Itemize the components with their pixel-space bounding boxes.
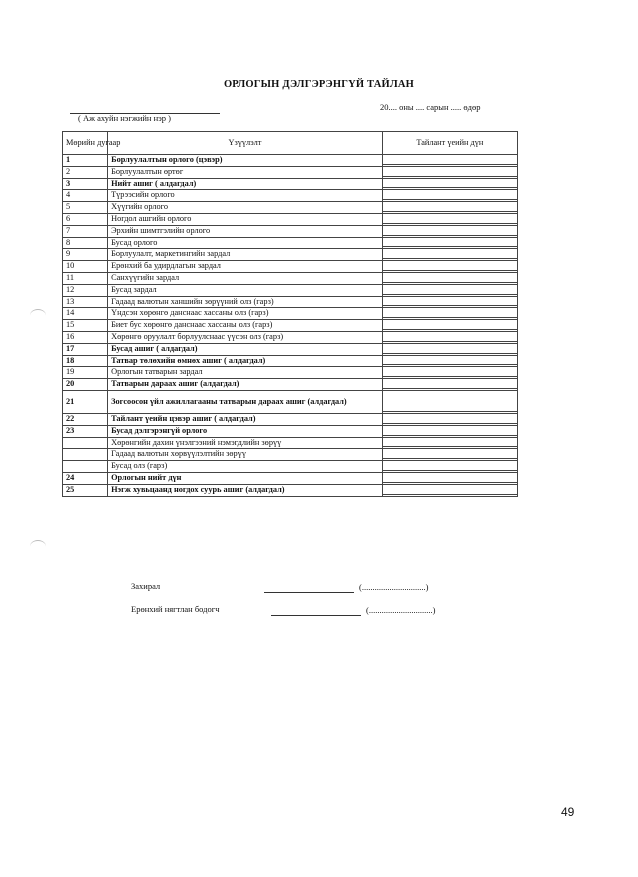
row-number: 25 xyxy=(63,484,108,496)
table-row xyxy=(63,261,518,273)
row-number: 7 xyxy=(63,225,108,237)
table-row xyxy=(63,249,518,261)
row-indicator: Борлуулалтын өртөг xyxy=(108,166,383,178)
amount-underline xyxy=(383,411,517,412)
row-number: 16 xyxy=(63,331,108,343)
table-row xyxy=(63,413,518,425)
row-number: 17 xyxy=(63,343,108,355)
table-row xyxy=(63,425,518,437)
row-amount-cell[interactable] xyxy=(382,272,517,284)
row-number xyxy=(63,461,108,473)
row-indicator: Татварын дараах ашиг (алдагдал) xyxy=(108,379,383,391)
row-number: 1 xyxy=(63,155,108,167)
date-line: 20.... оны .... сарын ..... өдөр xyxy=(380,102,481,112)
amount-underline xyxy=(383,305,517,306)
row-amount-cell[interactable] xyxy=(382,355,517,367)
row-number: 18 xyxy=(63,355,108,367)
row-indicator: Нэгж хувьцаанд ногдох суурь ашиг (алдагдал) xyxy=(108,484,383,496)
table-row xyxy=(63,213,518,225)
row-indicator: Борлуулалтын орлого (цэвэр) xyxy=(108,155,383,167)
amount-underline xyxy=(383,494,517,495)
table-row xyxy=(63,355,518,367)
row-indicator: Биет бус хөрөнгө данснаас хассаны олз (гарз) xyxy=(108,320,383,332)
org-caption: ( Аж ахуйн нэгжийн нэр ) xyxy=(78,113,171,123)
row-indicator: Гадаад валютын хөрвүүлэлтийн зөрүү xyxy=(108,449,383,461)
row-number: 19 xyxy=(63,367,108,379)
row-indicator: Борлуулалт, маркетингийн зардал xyxy=(108,249,383,261)
table-row xyxy=(63,155,518,167)
amount-underline xyxy=(383,317,517,318)
row-number xyxy=(63,449,108,461)
row-amount-cell[interactable] xyxy=(382,379,517,391)
amount-underline xyxy=(383,235,517,236)
table-row xyxy=(63,178,518,190)
row-number: 2 xyxy=(63,166,108,178)
table-row xyxy=(63,166,518,178)
table-row xyxy=(63,343,518,355)
row-indicator: Бусад дэлгэрэнгүй орлого xyxy=(108,425,383,437)
row-amount-cell[interactable] xyxy=(382,461,517,473)
row-number: 5 xyxy=(63,202,108,214)
amount-underline xyxy=(383,187,517,188)
row-amount-cell[interactable] xyxy=(382,225,517,237)
row-number: 10 xyxy=(63,261,108,273)
row-amount-cell[interactable] xyxy=(382,178,517,190)
income-report-table xyxy=(62,131,518,497)
signature-accountant-name: (..............................) xyxy=(366,605,436,615)
amount-underline xyxy=(383,199,517,200)
amount-underline xyxy=(383,294,517,295)
row-indicator: Тайлант үеийн цэвэр ашиг ( алдагдал) xyxy=(108,413,383,425)
signature-director-name: (..............................) xyxy=(359,582,429,592)
table-row xyxy=(63,202,518,214)
row-amount-cell[interactable] xyxy=(382,166,517,178)
signature-director-label: Захирал xyxy=(131,581,161,591)
row-number: 4 xyxy=(63,190,108,202)
row-number: 24 xyxy=(63,472,108,484)
row-indicator: Нийт ашиг ( алдагдал) xyxy=(108,178,383,190)
row-indicator: Ерөнхий ба удирдлагын зардал xyxy=(108,261,383,273)
amount-underline xyxy=(383,282,517,283)
row-number: 15 xyxy=(63,320,108,332)
row-indicator: Орлогын татварын зардал xyxy=(108,367,383,379)
row-indicator: Санхүүгийн зардал xyxy=(108,272,383,284)
table-row xyxy=(63,379,518,391)
amount-underline xyxy=(383,446,517,447)
row-number: 14 xyxy=(63,308,108,320)
row-amount-cell[interactable] xyxy=(382,437,517,449)
amount-underline xyxy=(383,270,517,271)
table-row xyxy=(63,367,518,379)
row-amount-cell[interactable] xyxy=(382,237,517,249)
row-indicator: Зогсоосон үйл ажиллагааны татварын дараах ашиг (алдагдал) xyxy=(108,390,383,413)
row-amount-cell[interactable] xyxy=(382,261,517,273)
amount-underline xyxy=(383,470,517,471)
row-number: 12 xyxy=(63,284,108,296)
amount-underline xyxy=(383,353,517,354)
row-indicator: Бусад зардал xyxy=(108,284,383,296)
row-amount-cell[interactable] xyxy=(382,331,517,343)
amount-underline xyxy=(383,364,517,365)
table-row xyxy=(63,437,518,449)
signature-accountant-line xyxy=(271,615,361,616)
row-amount-cell[interactable] xyxy=(382,249,517,261)
header-period-amount: Тайлант үеийн дүн xyxy=(382,132,517,155)
row-number: 21 xyxy=(63,390,108,413)
amount-underline xyxy=(383,164,517,165)
row-number: 9 xyxy=(63,249,108,261)
row-indicator: Бусад олз (гарз) xyxy=(108,461,383,473)
table-row xyxy=(63,472,518,484)
row-amount-cell[interactable] xyxy=(382,367,517,379)
table-row xyxy=(63,320,518,332)
row-number: 23 xyxy=(63,425,108,437)
header-indicator: Үзүүлэлт xyxy=(108,132,383,155)
row-number: 6 xyxy=(63,213,108,225)
row-amount-cell[interactable] xyxy=(382,484,517,496)
row-indicator: Орлогын нийт дүн xyxy=(108,472,383,484)
punch-hole-mark xyxy=(30,309,46,322)
table-row xyxy=(63,308,518,320)
row-amount-cell[interactable] xyxy=(382,155,517,167)
row-indicator: Бусад орлого xyxy=(108,237,383,249)
row-amount-cell[interactable] xyxy=(382,213,517,225)
row-number: 11 xyxy=(63,272,108,284)
table-row xyxy=(63,190,518,202)
signature-director-line xyxy=(264,592,354,593)
row-amount-cell[interactable] xyxy=(382,296,517,308)
table-row xyxy=(63,296,518,308)
row-number: 22 xyxy=(63,413,108,425)
row-amount-cell[interactable] xyxy=(382,190,517,202)
row-amount-cell[interactable] xyxy=(382,390,517,413)
amount-underline xyxy=(383,223,517,224)
page-number: 49 xyxy=(561,805,575,819)
row-number: 8 xyxy=(63,237,108,249)
table-row xyxy=(63,484,518,496)
row-amount-cell[interactable] xyxy=(382,449,517,461)
table-row xyxy=(63,225,518,237)
amount-underline xyxy=(383,482,517,483)
row-amount-cell[interactable] xyxy=(382,308,517,320)
row-indicator: Түрээсийн орлого xyxy=(108,190,383,202)
row-indicator: Хөрөнгийн дахин үнэлгээний нэмэгдлийн зөрүү xyxy=(108,437,383,449)
row-amount-cell[interactable] xyxy=(382,320,517,332)
amount-underline xyxy=(383,435,517,436)
amount-underline xyxy=(383,176,517,177)
table-row xyxy=(63,331,518,343)
row-indicator: Гадаад валютын ханшийн зөрүүний олз (гарз) xyxy=(108,296,383,308)
row-number: 3 xyxy=(63,178,108,190)
table-body xyxy=(63,155,518,497)
row-number: 13 xyxy=(63,296,108,308)
table-header-row xyxy=(63,132,518,155)
page-title: ОРЛОГЫН ДЭЛГЭРЭНГҮЙ ТАЙЛАН xyxy=(223,79,415,90)
row-number: 20 xyxy=(63,379,108,391)
row-amount-cell[interactable] xyxy=(382,425,517,437)
row-indicator: Бусад ашиг ( алдагдал) xyxy=(108,343,383,355)
table-row xyxy=(63,449,518,461)
amount-underline xyxy=(383,376,517,377)
amount-underline xyxy=(383,258,517,259)
row-amount-cell[interactable] xyxy=(382,202,517,214)
amount-underline xyxy=(383,329,517,330)
row-indicator: Үндсэн хөрөнгө данснаас хассаны олз (гарз) xyxy=(108,308,383,320)
amount-underline xyxy=(383,211,517,212)
row-indicator: Хөрөнгө оруулалт борлуулснаас үүсэн олз (гарз) xyxy=(108,331,383,343)
punch-hole-mark xyxy=(30,540,46,553)
header-row-number: Мөрийн дугаар xyxy=(63,132,108,155)
row-amount-cell[interactable] xyxy=(382,284,517,296)
amount-underline xyxy=(383,458,517,459)
row-amount-cell[interactable] xyxy=(382,472,517,484)
row-indicator: Ногдол ашгийн орлого xyxy=(108,213,383,225)
amount-underline xyxy=(383,341,517,342)
amount-underline xyxy=(383,246,517,247)
signature-accountant-label: Ерөнхий нягтлан бодогч xyxy=(131,604,220,614)
table-row xyxy=(63,284,518,296)
table-row xyxy=(63,390,518,413)
amount-underline xyxy=(383,388,517,389)
row-indicator: Татвар төлөхийн өмнөх ашиг ( алдагдал) xyxy=(108,355,383,367)
row-amount-cell[interactable] xyxy=(382,413,517,425)
amount-underline xyxy=(383,423,517,424)
row-indicator: Хүүгийн орлого xyxy=(108,202,383,214)
table-row xyxy=(63,461,518,473)
table-row xyxy=(63,272,518,284)
table-row xyxy=(63,237,518,249)
row-amount-cell[interactable] xyxy=(382,343,517,355)
row-number xyxy=(63,437,108,449)
row-indicator: Эрхийн шимтгэлийн орлого xyxy=(108,225,383,237)
